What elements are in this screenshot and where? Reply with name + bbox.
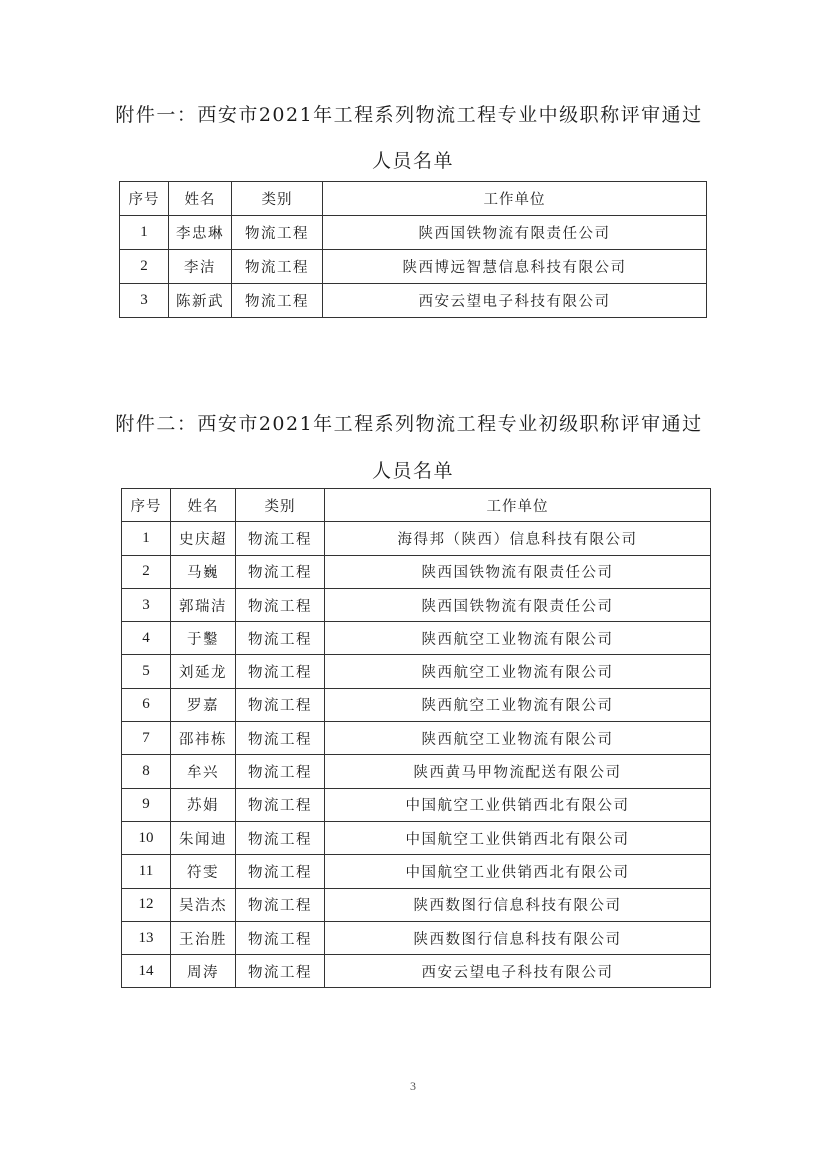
header-employer: 工作单位 bbox=[325, 489, 711, 522]
section1-title-line1: 附件一：西安市2021年工程系列物流工程专业中级职称评审通过 bbox=[115, 104, 703, 126]
cell-name: 郭瑞洁 bbox=[171, 588, 236, 621]
cell-index: 9 bbox=[122, 788, 171, 821]
cell-employer: 陕西国铁物流有限责任公司 bbox=[325, 555, 711, 588]
table-row bbox=[122, 921, 711, 954]
table-row bbox=[120, 216, 707, 250]
cell-category: 物流工程 bbox=[236, 921, 325, 954]
cell-name: 王治胜 bbox=[171, 921, 236, 954]
cell-employer: 陕西航空工业物流有限公司 bbox=[325, 655, 711, 688]
table-row bbox=[122, 955, 711, 988]
cell-name: 马巍 bbox=[171, 555, 236, 588]
cell-employer: 陕西国铁物流有限责任公司 bbox=[325, 588, 711, 621]
cell-employer: 中国航空工业供销西北有限公司 bbox=[325, 855, 711, 888]
cell-name: 符雯 bbox=[171, 855, 236, 888]
table-row bbox=[122, 555, 711, 588]
cell-category: 物流工程 bbox=[236, 788, 325, 821]
table-header-row bbox=[122, 489, 711, 522]
cell-name: 罗嘉 bbox=[171, 688, 236, 721]
table-row bbox=[122, 522, 711, 555]
table-row bbox=[120, 284, 707, 318]
cell-employer: 陕西数图行信息科技有限公司 bbox=[325, 888, 711, 921]
cell-name: 史庆超 bbox=[171, 522, 236, 555]
cell-index: 13 bbox=[122, 921, 171, 954]
cell-name: 李洁 bbox=[169, 250, 232, 284]
table-row bbox=[122, 622, 711, 655]
table-row bbox=[122, 855, 711, 888]
cell-employer: 西安云望电子科技有限公司 bbox=[325, 955, 711, 988]
header-category: 类别 bbox=[236, 489, 325, 522]
table-row bbox=[122, 788, 711, 821]
header-name: 姓名 bbox=[169, 182, 232, 216]
cell-category: 物流工程 bbox=[236, 655, 325, 688]
cell-index: 12 bbox=[122, 888, 171, 921]
cell-index: 3 bbox=[122, 588, 171, 621]
cell-category: 物流工程 bbox=[236, 622, 325, 655]
junior-title-table bbox=[121, 488, 711, 988]
section2-title-line2: 人员名单 bbox=[371, 460, 454, 482]
cell-category: 物流工程 bbox=[232, 250, 323, 284]
table-row bbox=[122, 755, 711, 788]
cell-category: 物流工程 bbox=[236, 755, 325, 788]
cell-index: 6 bbox=[122, 688, 171, 721]
cell-category: 物流工程 bbox=[236, 821, 325, 854]
cell-category: 物流工程 bbox=[232, 216, 323, 250]
cell-index: 11 bbox=[122, 855, 171, 888]
section2-title-line1: 附件二：西安市2021年工程系列物流工程专业初级职称评审通过 bbox=[115, 413, 703, 435]
cell-category: 物流工程 bbox=[232, 284, 323, 318]
cell-name: 刘延龙 bbox=[171, 655, 236, 688]
table-row bbox=[122, 588, 711, 621]
cell-name: 邵祎栋 bbox=[171, 722, 236, 755]
cell-employer: 西安云望电子科技有限公司 bbox=[323, 284, 707, 318]
cell-index: 7 bbox=[122, 722, 171, 755]
cell-category: 物流工程 bbox=[236, 688, 325, 721]
cell-name: 苏娟 bbox=[171, 788, 236, 821]
header-index: 序号 bbox=[120, 182, 169, 216]
cell-name: 于鑿 bbox=[171, 622, 236, 655]
cell-index: 1 bbox=[122, 522, 171, 555]
cell-name: 牟兴 bbox=[171, 755, 236, 788]
cell-employer: 陕西博远智慧信息科技有限公司 bbox=[323, 250, 707, 284]
table-header-row bbox=[120, 182, 707, 216]
cell-index: 14 bbox=[122, 955, 171, 988]
cell-employer: 海得邦（陕西）信息科技有限公司 bbox=[325, 522, 711, 555]
cell-index: 3 bbox=[120, 284, 169, 318]
cell-category: 物流工程 bbox=[236, 722, 325, 755]
cell-category: 物流工程 bbox=[236, 588, 325, 621]
cell-index: 2 bbox=[120, 250, 169, 284]
cell-index: 5 bbox=[122, 655, 171, 688]
cell-employer: 陕西航空工业物流有限公司 bbox=[325, 688, 711, 721]
page-number: 3 bbox=[410, 1079, 416, 1093]
cell-category: 物流工程 bbox=[236, 955, 325, 988]
header-index: 序号 bbox=[122, 489, 171, 522]
cell-name: 朱闻迪 bbox=[171, 821, 236, 854]
cell-employer: 陕西航空工业物流有限公司 bbox=[325, 722, 711, 755]
cell-index: 1 bbox=[120, 216, 169, 250]
cell-employer: 陕西航空工业物流有限公司 bbox=[325, 622, 711, 655]
table-row bbox=[122, 688, 711, 721]
cell-category: 物流工程 bbox=[236, 888, 325, 921]
cell-name: 吴浩杰 bbox=[171, 888, 236, 921]
cell-employer: 陕西黄马甲物流配送有限公司 bbox=[325, 755, 711, 788]
table-row bbox=[122, 888, 711, 921]
table-row bbox=[122, 821, 711, 854]
cell-name: 李忠琳 bbox=[169, 216, 232, 250]
cell-name: 陈新武 bbox=[169, 284, 232, 318]
section1-title-line2: 人员名单 bbox=[371, 150, 454, 172]
cell-employer: 陕西数图行信息科技有限公司 bbox=[325, 921, 711, 954]
cell-employer: 中国航空工业供销西北有限公司 bbox=[325, 788, 711, 821]
cell-index: 10 bbox=[122, 821, 171, 854]
intermediate-title-table bbox=[119, 181, 707, 318]
cell-name: 周涛 bbox=[171, 955, 236, 988]
header-employer: 工作单位 bbox=[323, 182, 707, 216]
cell-category: 物流工程 bbox=[236, 855, 325, 888]
cell-index: 8 bbox=[122, 755, 171, 788]
cell-category: 物流工程 bbox=[236, 522, 325, 555]
table-row bbox=[122, 655, 711, 688]
header-name: 姓名 bbox=[171, 489, 236, 522]
cell-index: 4 bbox=[122, 622, 171, 655]
cell-index: 2 bbox=[122, 555, 171, 588]
cell-employer: 中国航空工业供销西北有限公司 bbox=[325, 821, 711, 854]
cell-employer: 陕西国铁物流有限责任公司 bbox=[323, 216, 707, 250]
header-category: 类别 bbox=[232, 182, 323, 216]
table-row bbox=[122, 722, 711, 755]
table-row bbox=[120, 250, 707, 284]
cell-category: 物流工程 bbox=[236, 555, 325, 588]
